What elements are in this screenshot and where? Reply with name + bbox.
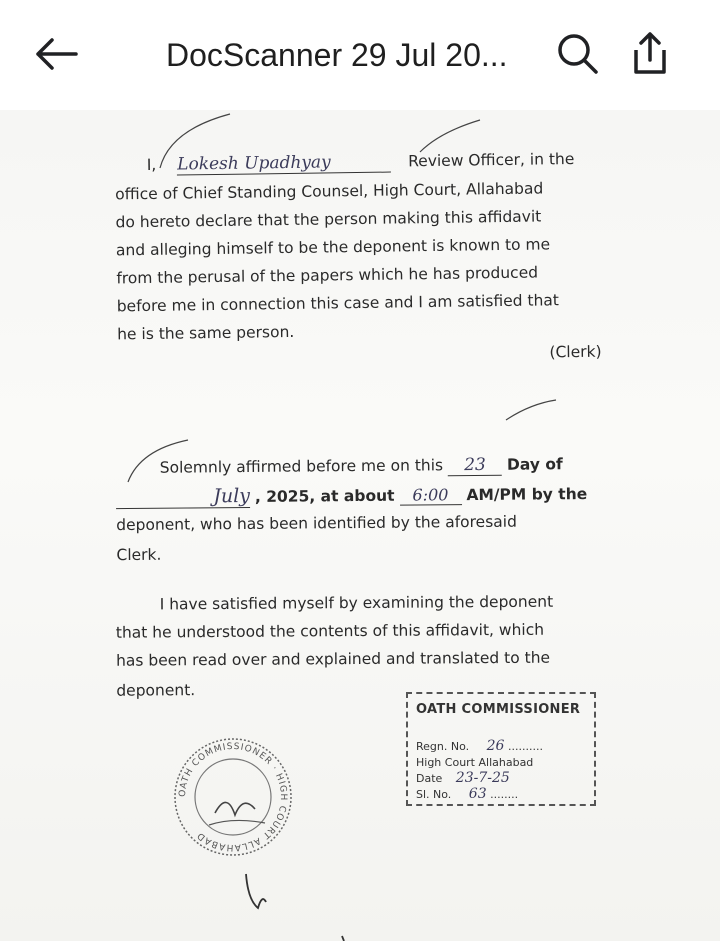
document-page[interactable] (0, 110, 720, 941)
para3-line-4: deponent. (116, 681, 196, 700)
para2-line-2: July , 2025, at about 6:00 AM/PM by the (116, 482, 587, 509)
stamp-court: High Court Allahabad (416, 756, 534, 769)
para1-line-5: from the perusal of the papers which he has produced (116, 263, 539, 288)
para1-line-4: and alleging himself to be the deponent is known to me (115, 235, 551, 260)
stamp-title: OATH COMMISSIONER (416, 702, 581, 717)
para3-line-3: has been read over and explained and translated to the (116, 648, 551, 670)
para1-line-6: before me in connection this case and I am satisfied that (116, 291, 560, 316)
para3-line-1: I have satisfied myself by examining the deponent (159, 592, 554, 614)
search-icon (556, 32, 600, 76)
document-body (0, 110, 720, 941)
handwriting-strokes (0, 110, 720, 941)
seal-text: OATH COMMISSIONER · HIGH COURT ALLAHABAD (177, 741, 289, 853)
search-button[interactable] (556, 32, 600, 76)
stamp-sl: Sl. No. 63 ........ (416, 786, 519, 802)
stamp-regn: Regn. No. 26 .......... (416, 738, 543, 754)
para2-line-3: deponent, who has been identified by the aforesaid (116, 512, 517, 535)
para2-line-1: Solemnly affirmed before me on this 23 Day of (159, 454, 563, 477)
handwritten-name: Lokesh Upadhyay (177, 152, 391, 176)
para3-line-2: that he understood the contents of this affidavit, which (115, 620, 545, 642)
share-button[interactable] (628, 30, 672, 76)
clerk-label: (Clerk) (549, 342, 602, 362)
para1-line-1: I, Lokesh Upadhyay Review Officer, in the (146, 149, 575, 175)
arrow-back-icon (32, 32, 80, 76)
para1-line-3: do hereto declare that the person making this affidavit (115, 207, 542, 232)
app-bar (0, 0, 720, 110)
para1-line-7: he is the same person. (117, 322, 295, 344)
handwritten-time: 6:00 (399, 485, 461, 506)
share-icon (628, 30, 672, 76)
stamp-date: Date 23-7-25 (416, 770, 510, 786)
handwritten-day: 23 (448, 455, 502, 476)
handwritten-month: July (116, 485, 250, 509)
page-title: DocScanner 29 Jul 20... (166, 37, 508, 73)
back-button[interactable] (32, 32, 80, 76)
para1-line-2: office of Chief Standing Counsel, High Court, Allahabad (115, 179, 544, 204)
para2-line-4: Clerk. (116, 545, 162, 565)
